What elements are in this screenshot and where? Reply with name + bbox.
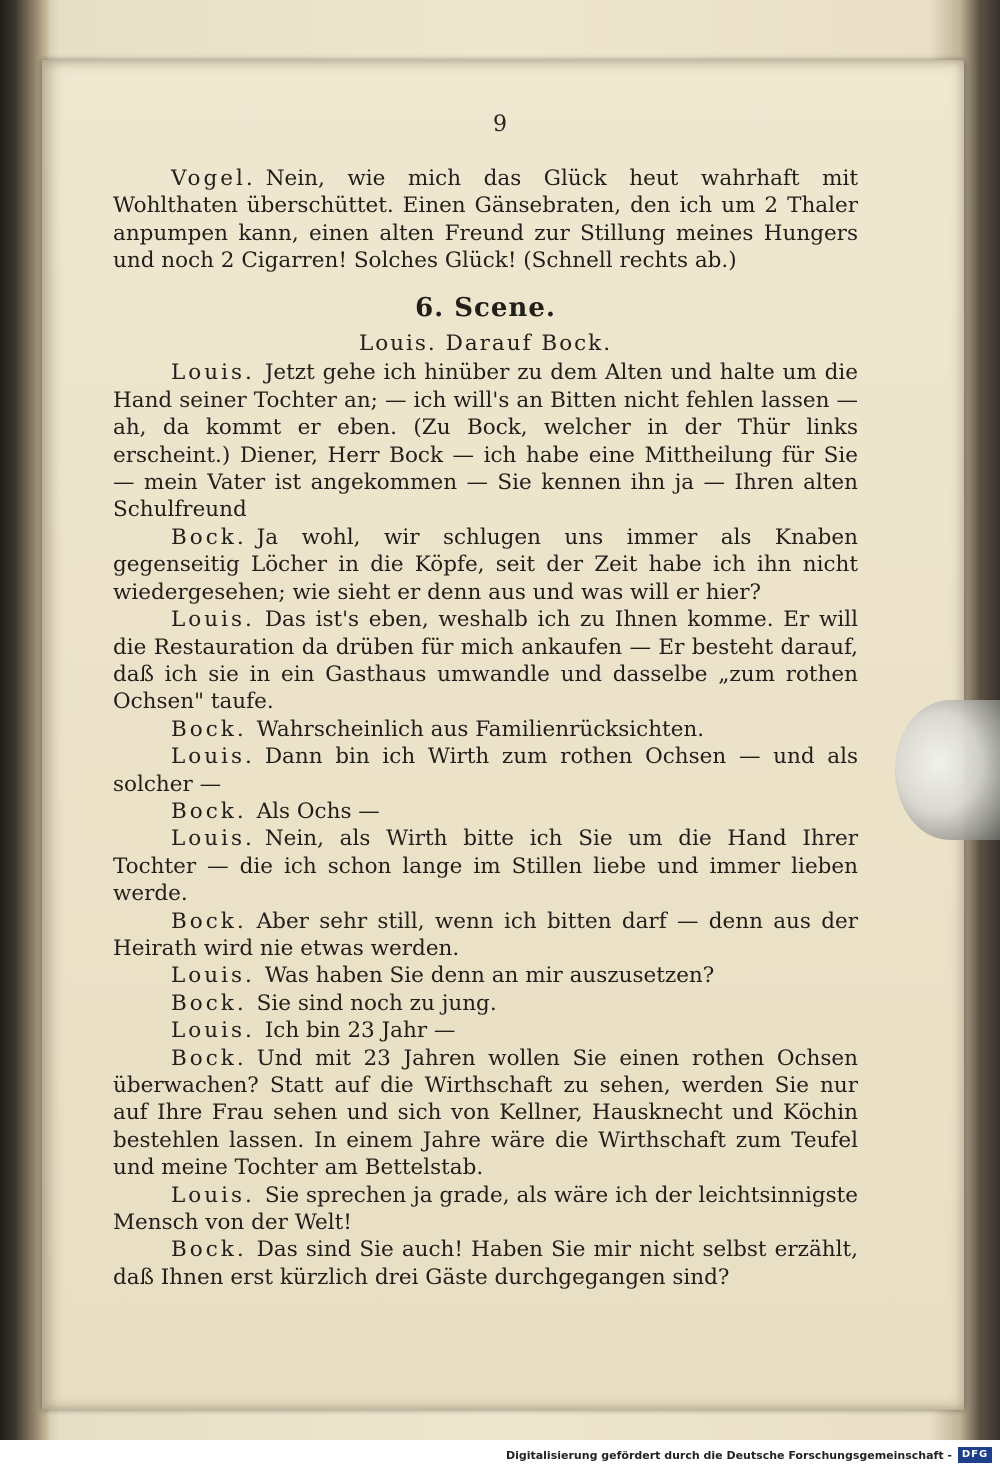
speaker-name: Louis. [171, 1182, 255, 1208]
speaker-name: Bock. [171, 1045, 247, 1071]
speaker-name: Bock. [171, 908, 247, 934]
speech-text: Das sind Sie auch! Haben Sie mir nicht selbst erzählt, daß Ihnen erst kürzlich drei Gäste durchgegangen sind? [113, 1237, 858, 1290]
footer-bar [0, 1440, 1000, 1472]
speaker-name: Bock. [171, 990, 247, 1016]
dialogue-line [113, 1182, 858, 1237]
dialogue-line [113, 359, 858, 523]
speech-text: Das ist's eben, weshalb ich zu Ihnen komme. Er will die Restauration da drüben für mich ankaufen — Er besteht darauf, daß ich sie in ein Gasthaus umwandle und dasselbe „zum rothen Ochsen" taufe. [113, 607, 858, 715]
speech-text: Als Ochs — [256, 798, 380, 824]
dialogue-line [113, 524, 858, 606]
speech-text: Sie sind noch zu jung. [256, 990, 497, 1016]
dfg-logo: DFG [958, 1447, 992, 1463]
dialogue-line [113, 1236, 858, 1291]
paragraph-vogel [113, 165, 858, 275]
speech-text: Wahrscheinlich aus Familienrücksichten. [256, 716, 705, 742]
speaker-name: Louis. [171, 607, 255, 633]
dialogue-line [113, 1045, 858, 1182]
dialogue-line [113, 743, 858, 798]
speaker-name: Louis. [171, 1018, 255, 1044]
dialogue-line [113, 1017, 858, 1044]
speaker-name: Louis. [171, 360, 255, 386]
speech-text: Aber sehr still, wenn ich bitten darf — denn aus der Heirath wird nie etwas werden. [113, 908, 858, 961]
speaker-name: Vogel. [171, 166, 256, 191]
speaker-name: Louis. [171, 963, 255, 989]
facing-page-edge [0, 0, 48, 1440]
speech-text: Ja wohl, wir schlugen uns immer als Knaben gegenseitig Löcher in die Köpfe, seit der Zeit habe ich ihn nicht wiedergesehen; wie sieht er denn aus und was will er hier? [113, 524, 858, 605]
speech-text: Nein, als Wirth bitte ich Sie um die Hand Ihrer Tochter — die ich schon lange im Stillen liebe und immer lieben werde. [113, 826, 858, 907]
speech-text: Sie sprechen ja grade, als wäre ich der leichtsinnigste Mensch von der Welt! [113, 1182, 858, 1236]
speaker-name: Louis. [171, 744, 255, 770]
speech-text: Ich bin 23 Jahr — [264, 1018, 456, 1044]
page-text [113, 165, 858, 1291]
page-number: 9 [493, 112, 507, 137]
speaker-name: Bock. [171, 716, 247, 742]
dialogue-line [113, 908, 858, 963]
speech-text: Dann bin ich Wirth zum rothen Ochsen — und als solcher — [113, 744, 858, 797]
dialogue-line [113, 606, 858, 716]
dialogue-line [113, 798, 858, 825]
speech-text: Nein, wie mich das Glück heut wahrhaft mit Wohlthaten überschüttet. Einen Gänsebraten, den ich um 2 Thaler anpumpen kann, einen alten Freund zur Stillung meines Hungers und noch 2 Cigarren! Solches Glück! (Schnell rechts ab.) [113, 166, 858, 274]
speaker-name: Bock. [171, 524, 247, 550]
speech-text: Was haben Sie denn an mir auszusetzen? [264, 963, 715, 989]
dialogue-line [113, 825, 858, 907]
speaker-name: Louis. [171, 826, 255, 852]
dialogue-line [113, 990, 858, 1017]
dialogue-line [113, 962, 858, 989]
speaker-name: Bock. [171, 798, 247, 824]
speaker-name: Bock. [171, 1237, 247, 1263]
dialogue-line [113, 716, 858, 743]
speech-text: Und mit 23 Jahren wollen Sie einen rothen Ochsen überwachen? Statt auf die Wirthschaft zu sehen, werden Sie nur auf Ihre Frau sehen und sich von Kellner, Hausknecht und Köchin bestehlen lassen. In einem Jahre wäre die Wirthschaft zum Teufel und meine Tochter am Bettelstab. [113, 1045, 858, 1181]
speech-text: Jetzt gehe ich hinüber zu dem Alten und halte um die Hand seiner Tochter an; — ich will's an Bitten nicht fehlen lassen — ah, da kommt er eben. (Zu Bock, welcher in der Thür links erscheint.) Diener, Herr Bock — ich habe eine Mittheilung für Sie — mein Vater ist angekommen — Sie kennen ihn ja — Ihren alten Schulfreund [113, 360, 858, 523]
scanner-thumb-clip [895, 700, 1000, 840]
scene-heading: 6. Scene. [415, 292, 556, 323]
funding-credit: Digitalisierung gefördert durch die Deutsche Forschungsgemeinschaft - [505, 1449, 952, 1462]
scene-persons: Louis. Darauf Bock. [358, 331, 613, 357]
